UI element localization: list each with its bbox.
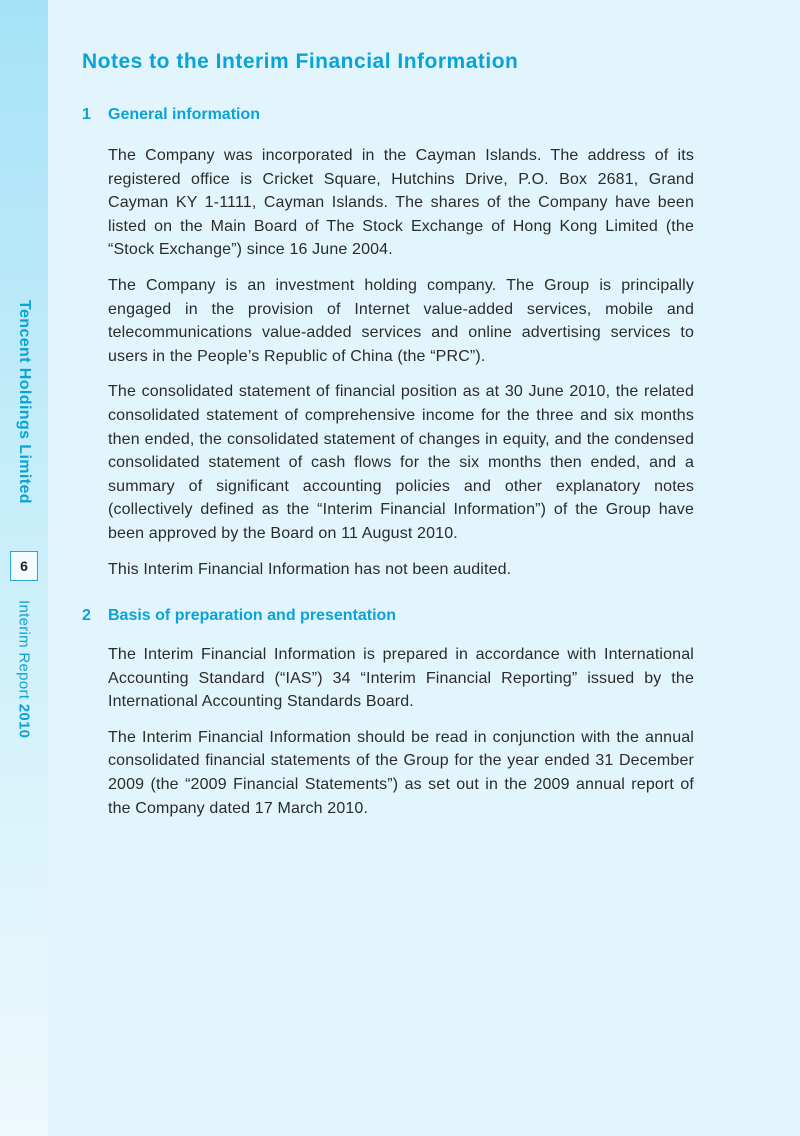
section-title: Basis of preparation and presentation — [108, 607, 397, 625]
paragraph: This Interim Financial Information has not been audited. — [108, 560, 512, 578]
section-basis-of-preparation — [82, 605, 694, 820]
paragraph: The Company was incorporated in the Cayman Islands. The address of its registered office is Cricket Square, Hutchins Drive, P.O. Box 2681, Grand Cayman KY 1-1111, Cayman Islands. The shares of the Company have been listed on the Main Board of The Stock Exchange of Hong Kong Limited (the “Stock Exchange”) since 16 June 2004. — [108, 147, 694, 259]
paragraph: The consolidated statement of financial position as at 30 June 2010, the related consolidated statement of comprehensive income for the three and six months then ended, the consolidated statement of changes in equity, and the condensed consolidated statement of cash flows for the six months then ended, and a summary of significant accounting policies and other explanatory notes (collectively defined as the “Interim Financial Information”) of the Group have been approved by the Board on 11 August 2010. — [108, 383, 694, 542]
section-heading — [82, 605, 694, 627]
section-number: 2 — [82, 607, 91, 625]
sidebar-report-label — [17, 600, 32, 738]
paragraph: The Interim Financial Information is prepared in accordance with International Accounting Standard (“IAS”) 34 “Interim Financial Reporting” issued by the International Accounting Standards Board. — [108, 646, 694, 711]
report-label-text: Interim Report — [15, 600, 33, 700]
section-heading — [82, 104, 694, 126]
sidebar-company-name: Tencent Holdings Limited — [16, 300, 33, 504]
section-title: General information — [108, 106, 261, 123]
section-number: 1 — [82, 106, 91, 123]
report-year: 2010 — [15, 703, 33, 739]
paragraph: The Company is an investment holding company. The Group is principally engaged in the provision of Internet value-added services, mobile and telecommunications value-added services and online advertising services to users in the People’s Republic of China (the “PRC”). — [108, 276, 694, 365]
main-content — [82, 48, 694, 820]
page-title: Notes to the Interim Financial Information — [82, 50, 519, 73]
page-number: 6 — [10, 551, 38, 581]
paragraph: The Interim Financial Information should be read in conjunction with the annual consolidated financial statements of the Group for the year ended 31 December 2009 (the “2009 Financial Statements”) as set out in the 2009 annual report of the Company dated 17 March 2010. — [108, 728, 694, 817]
section-general-information — [82, 104, 694, 581]
